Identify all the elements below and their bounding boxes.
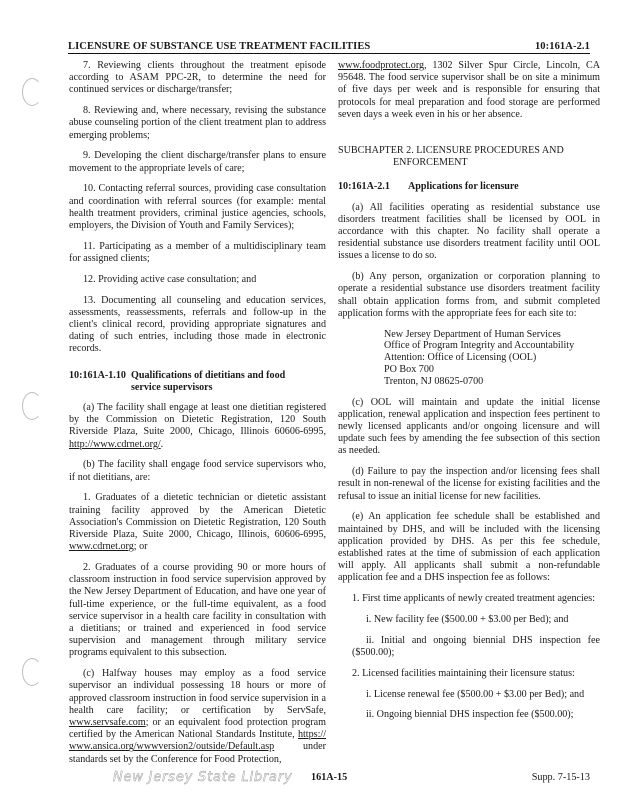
punch-hole-mark [22, 658, 42, 686]
paragraph-text: under standards set by the Conference for Food Protection, [69, 741, 326, 765]
paragraph-b: (b) Any person, organization or corporation planning to operate a residential substance use disorders treatment facility shall obtain application forms from, and submit completed application forms with the appropriate fees for each site to: [338, 271, 600, 319]
section-title: Qualifications of dietitians and food [131, 369, 286, 381]
cdrnet-link[interactable]: www.cdrnet.org [69, 541, 134, 553]
paragraph-a: (a) All facilities operating as residential substance use disorders treatment facilities shall be licensed by OOL in accordance with this chapter. No facility shall operate a residential substance use disorders treatment facility until OOL issues a license to do so. [338, 201, 600, 262]
section-heading [69, 370, 326, 394]
paragraph-continued [338, 60, 600, 121]
paragraph-e1: 1. First time applicants of newly created treatment agencies: [352, 593, 596, 605]
section-heading [338, 181, 600, 193]
punch-hole-mark [22, 78, 42, 106]
address-line: Trenton, NJ 08625-0700 [384, 375, 484, 387]
paragraph-e2-i: i. License renewal fee ($500.00 + $3.00 per Bed); and [366, 688, 585, 700]
subchapter-title-continued: ENFORCEMENT [393, 157, 468, 169]
paragraph-c [69, 668, 326, 766]
paragraph-d: (d) Failure to pay the inspection and/or licensing fees shall result in non-renewal of the license for existing facilities and the refusal to issue an initial license for new facilities. [338, 466, 600, 502]
address-line: Attention: Office of Licensing (OOL) [384, 352, 537, 364]
paragraph-text: ; or [133, 541, 148, 553]
paragraph-b: (b) The facility shall engage food service supervisors who, if not dietitians, are: [69, 459, 326, 483]
list-item: 8. Reviewing and, where necessary, revising the substance abuse counseling portion of the client treatment plan to address emerging problems; [69, 105, 326, 141]
header-citation: 10:161A-2.1 [534, 41, 590, 52]
left-column [69, 60, 326, 774]
mailing-address [384, 329, 600, 388]
header-rule [68, 53, 590, 54]
address-line: Office of Program Integrity and Accountability [384, 340, 575, 352]
list-item: 12. Providing active case consultation; and [83, 273, 257, 285]
list-item: 9. Developing the client discharge/transfer plans to ensure movement to the appropriate levels of care; [69, 150, 326, 174]
paragraph-text: , 1302 Silver Spur Circle, Lincoln, CA 95648. The food service supervisor shall be on site a minimum of five days per week and is responsible for ensuring that protocols for meal preparation and food storage are performed seven days a week even in his or her absence. [338, 60, 600, 120]
paragraph-e1-ii: ii. Initial and ongoing biennial DHS inspection fee ($500.00); [352, 634, 600, 659]
punch-hole-mark [22, 392, 42, 420]
page-footer [68, 764, 590, 783]
right-column [338, 60, 600, 730]
list-item: 13. Documenting all counseling and education services, assessments, reassessments, referrals and follow-up in the client's clinical record, providing appropriate signatures and dating of such entries, including those made in electronic records. [69, 294, 326, 355]
cdrnet-link[interactable]: http://www.cdrnet.org/ [69, 438, 161, 450]
page-number: 161A-15 [311, 772, 348, 783]
section-number: 10:161A-1.10 [69, 369, 126, 381]
supplement-date: Supp. 7-15-13 [531, 772, 590, 783]
paragraph-text: (c) Halfway houses may employ as a food service supervisor an individual possessing 18 hours or more of approved classroom instruction in food service supervision in a health care facility; or certification by ServSafe, [69, 668, 326, 716]
paragraph-e2-ii: ii. Ongoing biennial DHS inspection fee ($500.00); [366, 709, 574, 721]
header-title: LICENSURE OF SUBSTANCE USE TREATMENT FACILITIES [68, 41, 371, 52]
list-item: 11. Participating as a member of a multidisciplinary team for assigned clients; [69, 240, 326, 265]
subchapter-title: SUBCHAPTER 2. LICENSURE PROCEDURES AND [338, 145, 564, 157]
ansi-link[interactable]: https://www.ansica.org/wwwversion2/outside/Default.asp [69, 729, 326, 753]
paragraph-b1 [69, 492, 326, 553]
paragraph-e: (e) An application fee schedule shall be established and maintained by DHS, and will be included with the licensing application provided by DHS. As per this fee schedule, established rates at the time of submission of each application will apply. All applicants shall submit a non-refundable application fee and a DHS inspection fee as follows: [338, 511, 600, 584]
servsafe-link[interactable]: www.servsafe.com [69, 717, 146, 729]
library-stamp: New Jersey State Library [113, 770, 293, 785]
paragraph-c: (c) OOL will maintain and update the initial license application, renewal application and inspection fees pertinent to newly licensed applicants and/or ongoing licensure and will update such fees by amending the fee subsection of this section as needed. [338, 396, 600, 457]
paragraph-text: . [160, 438, 164, 450]
section-title-continued: service supervisors [131, 381, 213, 393]
list-item: 10. Contacting referral sources, providing case consultation and coordination with referral sources (for example: mental health treatment providers, criminal justice agencies, schools, employers, the Division of Youth and Family Services); [69, 183, 326, 232]
foodprotect-link[interactable]: www.foodprotect.org [338, 60, 425, 71]
list-item: 7. Reviewing clients throughout the treatment episode according to ASAM PPC-2R, to determine the need for continued services or discharge/transfer; [69, 60, 326, 96]
running-header [68, 36, 590, 52]
paragraph-e1-i: i. New facility fee ($500.00 + $3.00 per Bed); and [366, 614, 569, 626]
section-number: 10:161A-2.1 [338, 181, 390, 193]
section-title: Applications for licensure [408, 181, 519, 193]
paragraph-a [69, 402, 326, 451]
paragraph-text: (a) The facility shall engage at least one dietitian registered by the Commission on Dietetic Registration, 120 South Riverside Plaza, Suite 2000, Chicago, Illinois 60606-6995, [69, 402, 326, 438]
address-line: New Jersey Department of Human Services [384, 328, 561, 340]
paragraph-e2: 2. Licensed facilities maintaining their licensure status: [352, 667, 575, 679]
paragraph-text: ; or an equivalent food protection program certified by the American National Standards Institute, [69, 717, 326, 741]
subchapter-heading [338, 145, 600, 169]
address-line: PO Box 700 [384, 364, 434, 376]
paragraph-text: 1. Graduates of a dietetic technician or dietetic assistant training facility approved by the American Dietetic Association's Commission on Dietetic Registration, 120 South Riverside Plaza, Suite 2000, Chicago, Illinois, 60606-6995, [69, 492, 326, 541]
paragraph-b2: 2. Graduates of a course providing 90 or more hours of classroom instruction in food service supervision approved by the New Jersey Department of Education, and have one year of full-time experience, or the full-time equivalent, as a food service supervisor in a health care facility in consultation with a dietitians; or trained and experienced in food service supervision and management through military service programs equivalent to this subsection. [69, 562, 326, 659]
